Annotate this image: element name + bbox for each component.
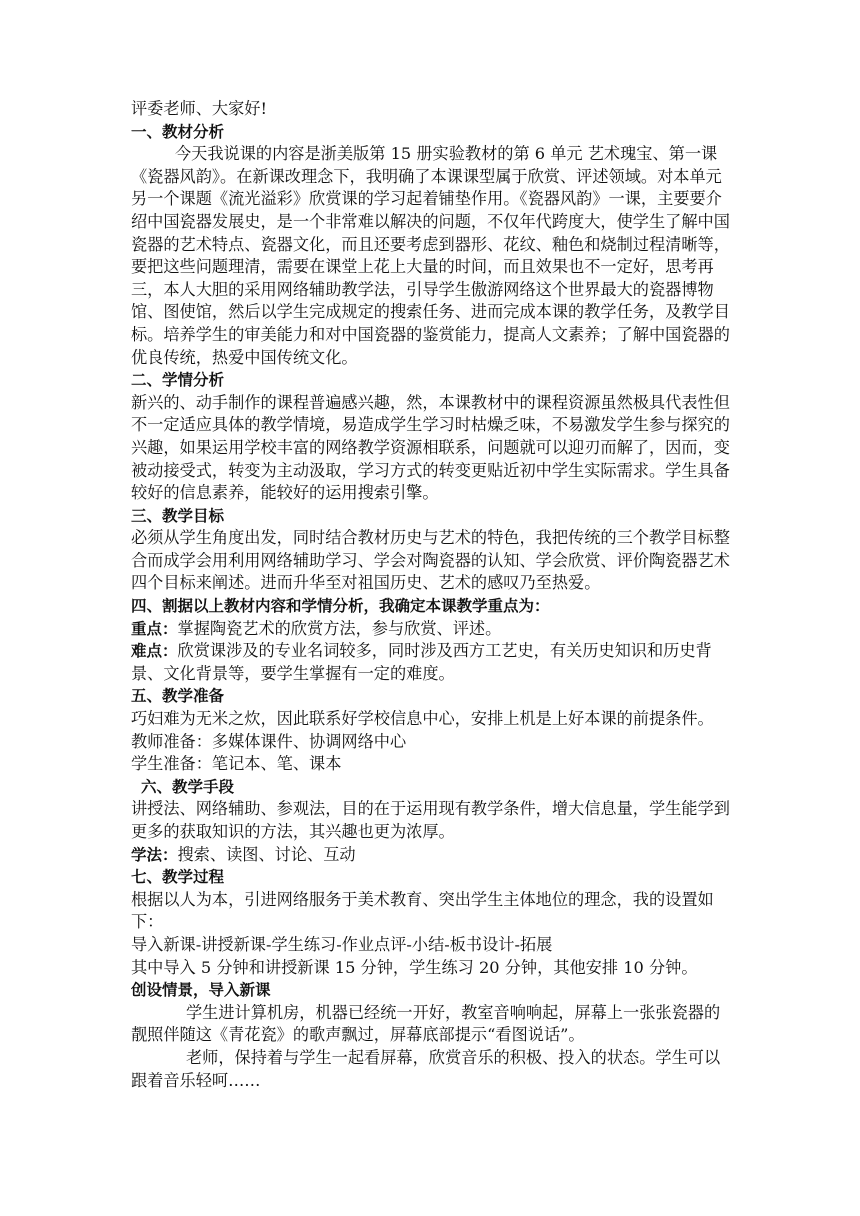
section-heading-1: 一、教材分析 bbox=[131, 122, 225, 141]
process-flow: 导入新课-讲授新课-学生练习-作业点评-小结-板书设计-拓展 bbox=[131, 934, 553, 954]
intro-paragraph-1: 学生进计算机房，机器已经统一开好，教室音响响起，屏幕上一张张瓷器的靓照伴随这《青花瓷》的歌声飘过，屏幕底部提示“看图说话”。 bbox=[131, 1002, 721, 1045]
section-heading-6: 六、教学手段 bbox=[141, 777, 235, 796]
difficulty-text: 欣赏课涉及的专业名词较多，同时涉及西方工艺史，有关历史知识和历史背景、文化背景等，要学生掌握有一定的难度。 bbox=[131, 641, 712, 683]
section-heading-4: 四、割据以上教材内容和学情分析，我确定本课教学重点为： bbox=[131, 597, 550, 616]
section-7-paragraph: 根据以人为本，引进网络服务于美术教育、突出学生主体地位的理念，我的设置如下： bbox=[131, 889, 714, 932]
greeting: 评委老师、大家好! bbox=[131, 99, 268, 118]
difficulty-label: 难点： bbox=[131, 642, 178, 661]
section-heading-7: 七、教学过程 bbox=[131, 868, 225, 887]
key-point-text: 掌握陶瓷艺术的欣赏方法，参与欣赏、评述。 bbox=[177, 618, 502, 638]
sub-heading-intro: 创设情景，导入新课 bbox=[131, 981, 271, 1000]
section-2-paragraph: 新兴的、动手制作的课程普遍感兴趣，然，本课教材中的课程资源虽然极具代表性但不一定适应具体的教学情境，易造成学生学习时枯燥乏味，不易激发学生参与探究的兴趣，如果运用学校丰富的网络教学资源相联系，问题就可以迎刃而解了，因而，变被动接受式，转变为主动汲取，学习方式的转变更贴近初中学生实际需求。学生具备较好的信息素养，能较好的运用搜索引擎。 bbox=[131, 392, 730, 503]
learning-method bbox=[131, 844, 731, 867]
document-page bbox=[131, 98, 731, 1092]
intro-paragraph-2: 老师，保持着与学生一起看屏幕，欣赏音乐的积极、投入的状态。学生可以跟着音乐轻呵…… bbox=[131, 1047, 721, 1090]
key-point-label: 重点： bbox=[131, 619, 178, 638]
difficulty-point bbox=[131, 640, 731, 685]
section-heading-3: 三、教学目标 bbox=[131, 506, 225, 525]
key-point bbox=[131, 618, 731, 641]
learning-method-text: 搜索、读图、讨论、互动 bbox=[177, 844, 356, 864]
learning-method-label: 学法： bbox=[131, 845, 178, 864]
section-1-paragraph: 今天我说课的内容是浙美版第 15 册实验教材的第 6 单元 艺术瑰宝、第一课《瓷器风韵》。在新课改理念下，我明确了本课课型属于欣赏、评述领域。对本单元另一个课题《流光溢彩》欣赏课的学习起着铺垫作用。《瓷器风韵》一课，主要要介绍中国瓷器发展史，是一个非常难以解决的问题，不仅年代跨度大，使学生了解中国瓷器的艺术特点、瓷器文化，而且还要考虑到器形、花纹、釉色和烧制过程清晰等，要把这些问题理清，需要在课堂上花上大量的时间，而且效果也不一定好，思考再三，本人大胆的采用网络辅助教学法，引导学生傲游网络这个世界最大的瓷器博物馆、图使馆，然后以学生完成规定的搜索任务、进而完成本课的教学任务，及教学目标。培养学生的审美能力和对中国瓷器的鉴赏能力，提高人文素养；了解中国瓷器的优良传统，热爱中国传统文化。 bbox=[131, 144, 730, 367]
section-5-paragraph: 巧妇难为无米之炊，因此联系好学校信息中心，安排上机是上好本课的前提条件。 bbox=[131, 709, 714, 729]
section-heading-2: 二、学情分析 bbox=[131, 371, 225, 390]
section-3-paragraph: 必须从学生角度出发，同时结合教材历史与艺术的特色，我把传统的三个教学目标整合而成学会用利用网络辅助学习、学会对陶瓷器的认知、学会欣赏、评价陶瓷器艺术四个目标来阐述。进而升华至对祖国历史、艺术的感叹乃至热爱。 bbox=[131, 528, 730, 593]
section-6-paragraph: 讲授法、网络辅助、参观法，目的在于运用现有教学条件，增大信息量，学生能学到更多的获取知识的方法，其兴趣也更为浓厚。 bbox=[131, 799, 730, 841]
time-allocation: 其中导入 5 分钟和讲授新课 15 分钟，学生练习 20 分钟，其他安排 10 分钟。 bbox=[131, 957, 698, 977]
student-preparation: 学生准备：笔记本、笔、课本 bbox=[131, 754, 342, 774]
section-heading-5: 五、教学准备 bbox=[131, 687, 225, 706]
teacher-preparation: 教师准备：多媒体课件、协调网络中心 bbox=[131, 731, 407, 751]
